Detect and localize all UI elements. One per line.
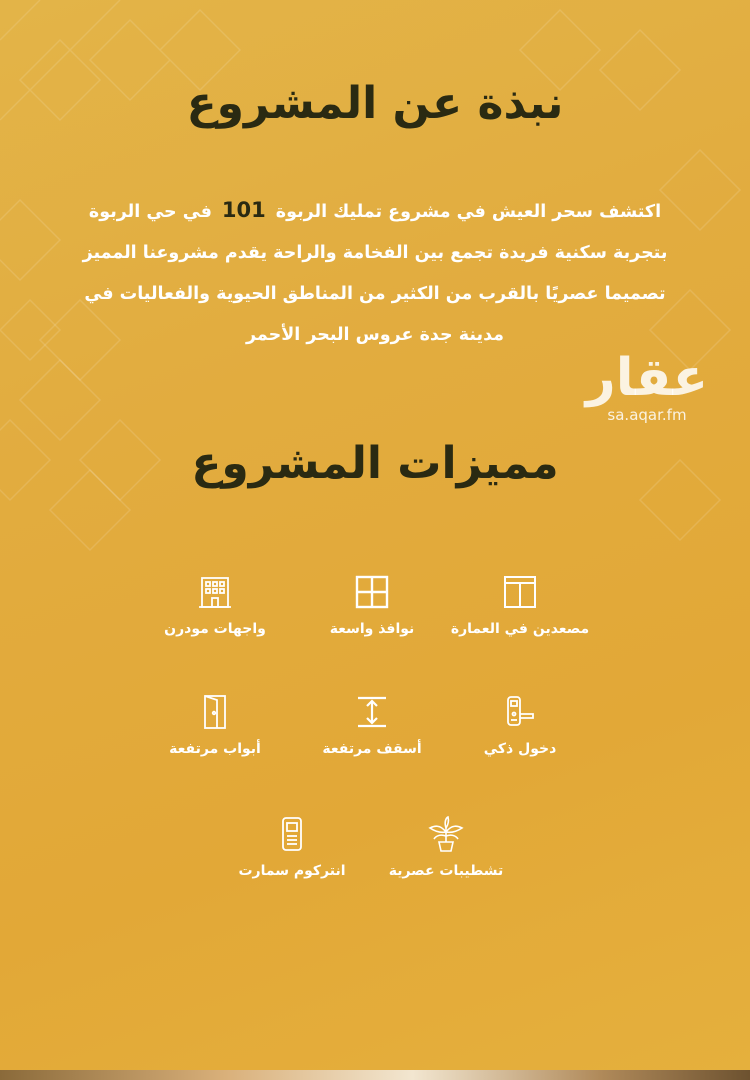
feature-facades (115, 572, 315, 640)
feature-high-doors (115, 692, 315, 760)
building-icon (195, 572, 235, 612)
feature-label: واجهات مودرن (164, 621, 266, 637)
ceiling-height-icon (352, 692, 392, 732)
elevator-icon (500, 572, 540, 612)
watermark-url: sa.aqar.fm (607, 406, 687, 424)
about-description (80, 190, 670, 356)
feature-label: دخول ذكي (483, 741, 557, 757)
bottom-photo-strip (0, 1070, 750, 1080)
feature-label: أسقف مرتفعة (322, 741, 422, 757)
intercom-icon (272, 814, 312, 854)
project-number: 101 (221, 198, 266, 222)
window-icon (352, 572, 392, 612)
feature-label: تشطيبات عصرية (388, 863, 504, 879)
feature-label: أبواب مرتفعة (169, 741, 261, 757)
about-text-part2: في حي الربوة بتجربة سكنية فريدة تجمع بين الفخامة والراحة يقدم مشروعنا المميز تصميما عصريًا بالقرب من الكثير من المناطق الحيوية والفعاليات في مدينة جدة عروس البحر الأحمر (82, 202, 668, 345)
about-title: نبذة عن المشروع (186, 78, 564, 129)
feature-smart-intercom (192, 814, 392, 882)
feature-label: انتركوم سمارت (238, 863, 346, 879)
feature-label: مصعدين في العمارة (450, 621, 590, 637)
about-text-part1: اكتشف سحر العيش في مشروع تمليك الربوة (275, 202, 662, 222)
door-icon (195, 692, 235, 732)
aqar-watermark (582, 350, 712, 424)
watermark-logo: عقار (585, 348, 709, 408)
plant-pot-icon (426, 814, 466, 854)
features-title: مميزات المشروع (191, 438, 559, 489)
smart-lock-icon (500, 692, 540, 732)
feature-label: نوافذ واسعة (329, 621, 415, 637)
